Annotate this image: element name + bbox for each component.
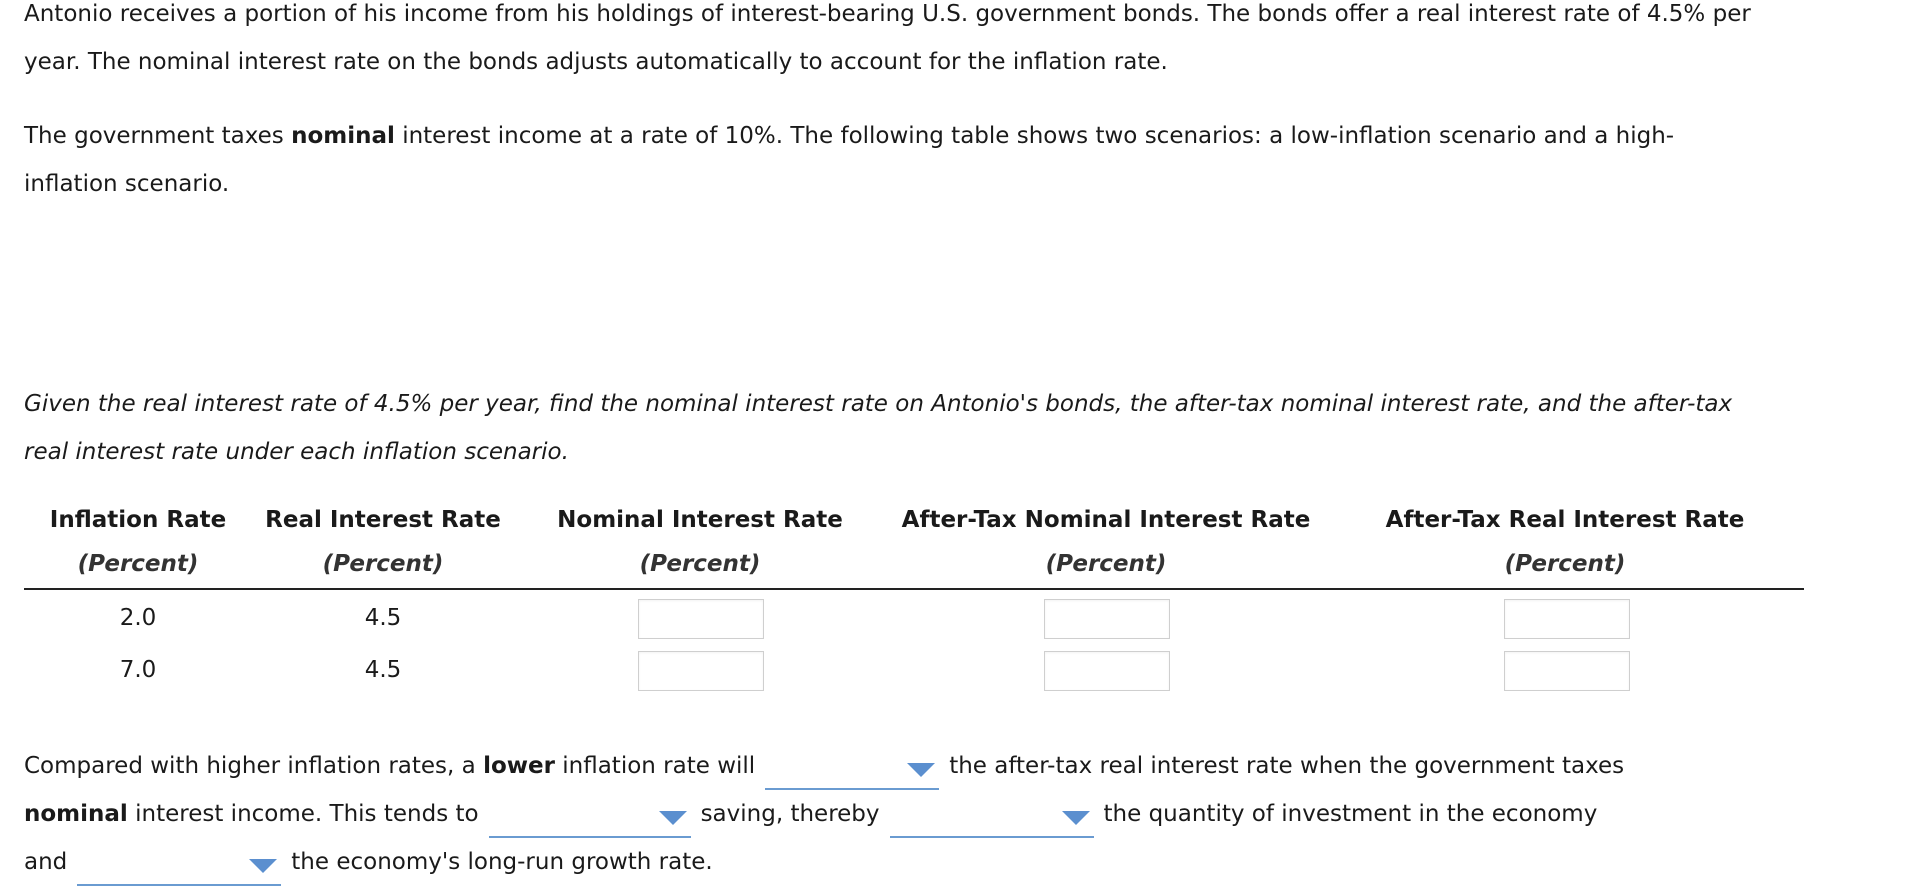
tax-paragraph (24, 112, 1904, 208)
chevron-down-icon (249, 859, 277, 873)
fill-s2-mid: saving, thereby (700, 801, 880, 827)
unit-after-tax-nominal-rate: (Percent) (1045, 551, 1167, 577)
header-after-tax-nominal-rate: After-Tax Nominal Interest Rate (901, 507, 1311, 533)
saving-effect-dropdown[interactable] (489, 796, 691, 838)
header-after-tax-real-rate: After-Tax Real Interest Rate (1385, 507, 1745, 533)
table-row (24, 596, 1804, 640)
after-tax-nominal-rate-input[interactable] (1044, 651, 1170, 691)
intro-line-1: Antonio receives a portion of his income from his holdings of interest-bearing U.S. government bonds. The bonds offer a real interest rate of 4.5% per (24, 1, 1751, 27)
fill-s3-post: the economy's long-run growth rate. (291, 849, 713, 875)
question-prompt (24, 380, 1904, 476)
chevron-down-icon (659, 811, 687, 825)
chevron-down-icon (907, 763, 935, 777)
table-header-divider (24, 588, 1804, 590)
table-header-units (24, 544, 1804, 584)
after-tax-real-rate-input[interactable] (1504, 599, 1630, 639)
after-tax-real-rate-input[interactable] (1504, 651, 1630, 691)
unit-after-tax-real-rate: (Percent) (1504, 551, 1626, 577)
header-inflation-rate: Inflation Rate (49, 507, 227, 533)
table-header-titles (24, 500, 1804, 540)
fill-s1-bold: lower (483, 753, 555, 779)
fill-s2-pre: interest income. This tends to (127, 801, 479, 827)
cell-nominal-interest-rate (514, 596, 886, 640)
tax-text-post-1: interest income at a rate of 10%. The following table shows two scenarios: a low-inflation scenario and a high- (394, 123, 1675, 149)
unit-inflation-rate: (Percent) (77, 551, 199, 577)
fill-s2-post: the quantity of investment in the economy (1103, 801, 1598, 827)
cell-real-interest-rate: 4.5 (364, 605, 402, 631)
cell-nominal-interest-rate (514, 648, 886, 692)
header-real-interest-rate: Real Interest Rate (265, 507, 501, 533)
fill-s1-mid: inflation rate will (554, 753, 756, 779)
fill-s1-post: the after-tax real interest rate when the government taxes (949, 753, 1625, 779)
fill-s1-pre: Compared with higher inflation rates, a (24, 753, 484, 779)
fill-in-the-blank (24, 742, 1904, 886)
nominal-rate-input[interactable] (638, 651, 764, 691)
header-nominal-interest-rate: Nominal Interest Rate (557, 507, 843, 533)
unit-real-interest-rate: (Percent) (322, 551, 444, 577)
fill-s3-pre: and (24, 849, 68, 875)
table-row (24, 648, 1804, 692)
cell-inflation-rate: 7.0 (119, 657, 157, 683)
tax-text-pre: The government taxes (24, 123, 292, 149)
cell-inflation-rate: 2.0 (119, 605, 157, 631)
cell-after-tax-nominal-rate (886, 648, 1326, 692)
cell-after-tax-nominal-rate (886, 596, 1326, 640)
intro-line-2: year. The nominal interest rate on the bonds adjusts automatically to account for the inflation rate. (24, 49, 1168, 75)
after-tax-effect-dropdown[interactable] (765, 748, 939, 790)
unit-nominal-interest-rate: (Percent) (639, 551, 761, 577)
cell-real-interest-rate: 4.5 (364, 657, 402, 683)
fill-line-3 (24, 838, 1904, 886)
chevron-down-icon (1062, 811, 1090, 825)
prompt-line-1: Given the real interest rate of 4.5% per year, find the nominal interest rate on Antonio's bonds, the after-tax nominal interest rate, and the after-tax (24, 391, 1733, 417)
nominal-rate-input[interactable] (638, 599, 764, 639)
cell-after-tax-real-rate (1326, 596, 1804, 640)
investment-effect-dropdown[interactable] (890, 796, 1094, 838)
fill-s2-bold: nominal (24, 801, 128, 827)
growth-effect-dropdown[interactable] (77, 844, 281, 886)
fill-line-1 (24, 742, 1904, 790)
prompt-line-2: real interest rate under each inflation scenario. (24, 439, 569, 465)
intro-paragraph (24, 0, 1904, 86)
tax-text-post-2: inflation scenario. (24, 171, 230, 197)
after-tax-nominal-rate-input[interactable] (1044, 599, 1170, 639)
cell-after-tax-real-rate (1326, 648, 1804, 692)
fill-line-2 (24, 790, 1904, 838)
tax-text-bold: nominal (291, 123, 395, 149)
